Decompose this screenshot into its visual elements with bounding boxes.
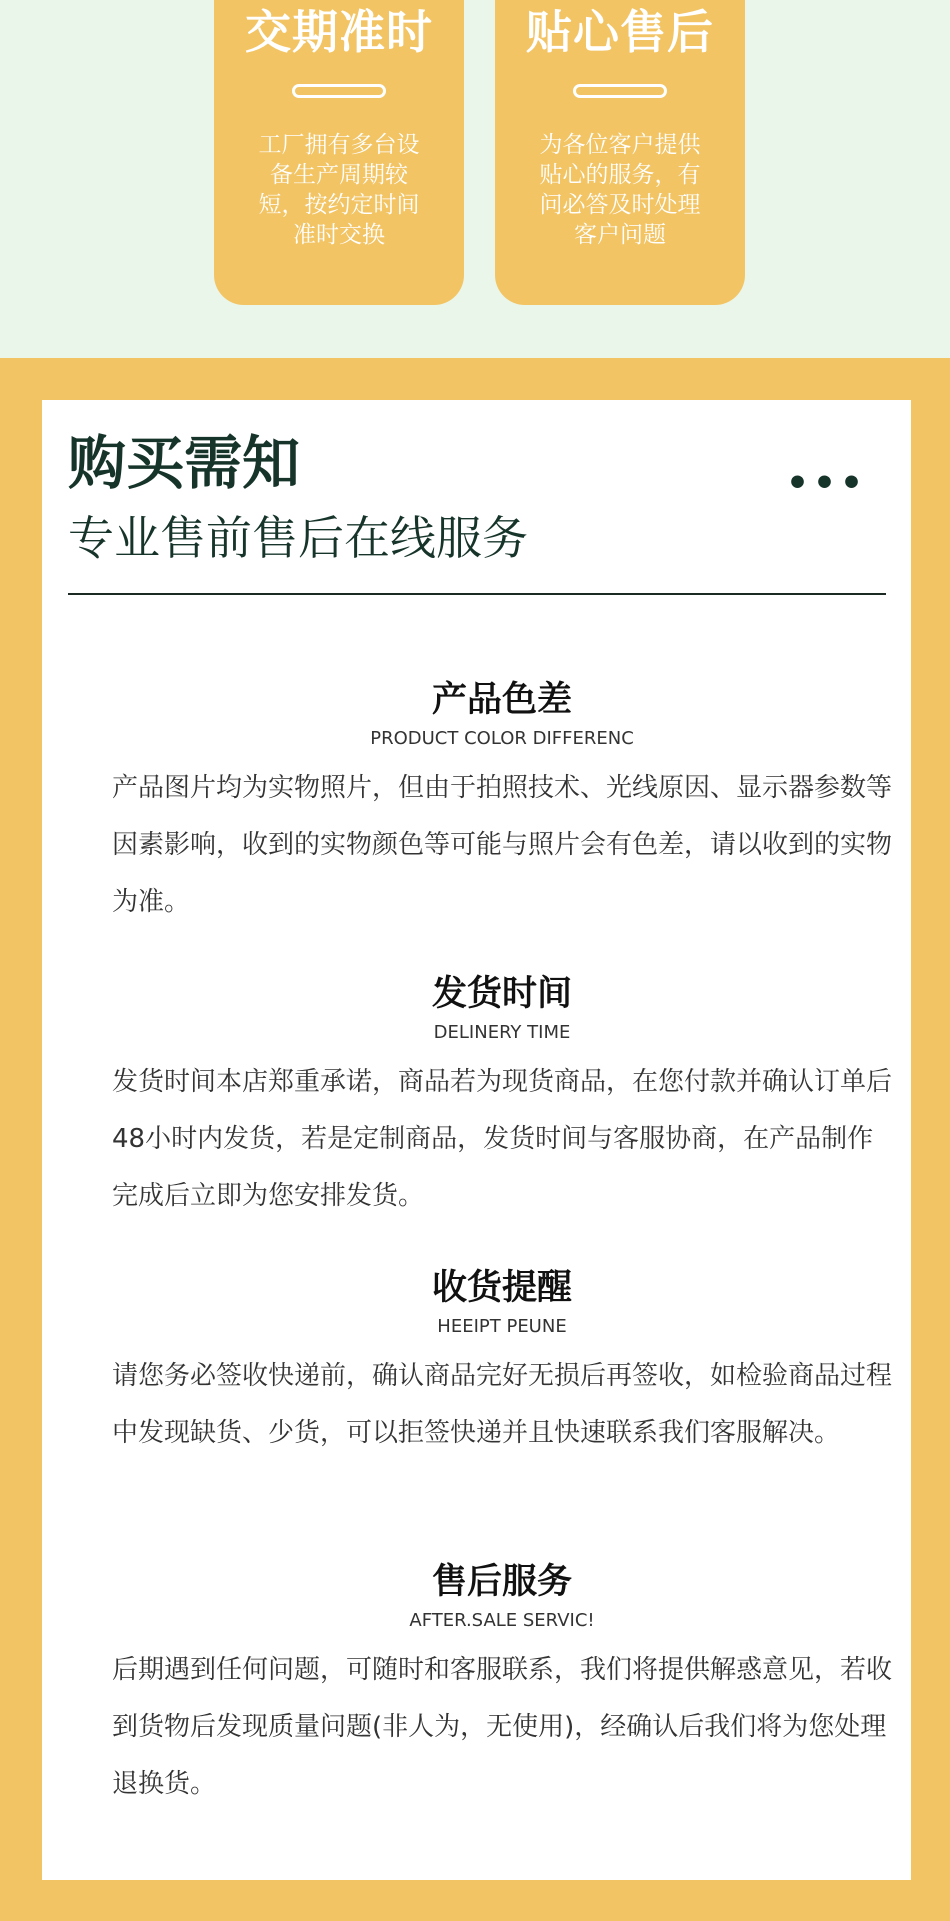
section-subtitle-en: AFTER.SALE SERVIC! — [409, 1610, 595, 1631]
feature-area — [0, 0, 950, 358]
section-body: 后期遇到任何问题，可随时和客服联系，我们将提供解惑意见，若收到货物后发现质量问题(非人为，无使用)，经确认后我们将为您处理退换货。 — [112, 1655, 893, 1799]
section-title: 产品色差 — [431, 680, 572, 720]
divider-pill — [573, 84, 667, 98]
section-delivery-time — [112, 972, 892, 1225]
section-subtitle-en: DELINERY TIME — [433, 1022, 571, 1043]
section-body: 产品图片均为实物照片，但由于拍照技术、光线原因、显示器参数等因素影响，收到的实物颜色等可能与照片会有色差，请以收到的实物为准。 — [112, 773, 893, 917]
header-divider — [68, 593, 886, 595]
divider-pill — [292, 84, 386, 98]
notice-title: 购买需知 — [68, 429, 301, 497]
section-subtitle-en: HEEIPT PEUNE — [437, 1316, 567, 1337]
section-receipt-reminder — [112, 1266, 892, 1462]
section-body: 发货时间本店郑重承诺，商品若为现货商品，在您付款并确认订单后48小时内发货，若是定制商品，发货时间与客服协商，在产品制作完成后立即为您安排发货。 — [112, 1067, 893, 1211]
feature-card-delivery — [214, 0, 464, 305]
section-title: 收货提醒 — [431, 1268, 572, 1308]
feature-card-desc: 工厂拥有多台设备生产周期较短，按约定时间准时交换 — [258, 132, 420, 248]
more-dots-icon: ••• — [785, 463, 867, 504]
feature-card-title: 交期准时 — [245, 5, 433, 59]
feature-card-aftersale — [495, 0, 745, 305]
section-title: 售后服务 — [431, 1562, 572, 1602]
section-title: 发货时间 — [431, 974, 572, 1014]
notice-subtitle: 专业售前售后在线服务 — [68, 511, 528, 565]
section-body: 请您务必签收快递前，确认商品完好无损后再签收，如检验商品过程中发现缺货、少货，可以拒签快递并且快速联系我们客服解决。 — [112, 1361, 893, 1448]
section-color-difference — [112, 678, 892, 931]
section-after-sale — [112, 1560, 892, 1813]
feature-card-title: 贴心售后 — [526, 5, 714, 59]
section-subtitle-en: PRODUCT COLOR DIFFERENC — [370, 728, 634, 749]
feature-card-desc: 为各位客户提供贴心的服务，有问必答及时处理客户问题 — [539, 132, 701, 248]
purchase-notice-panel — [42, 400, 911, 1880]
